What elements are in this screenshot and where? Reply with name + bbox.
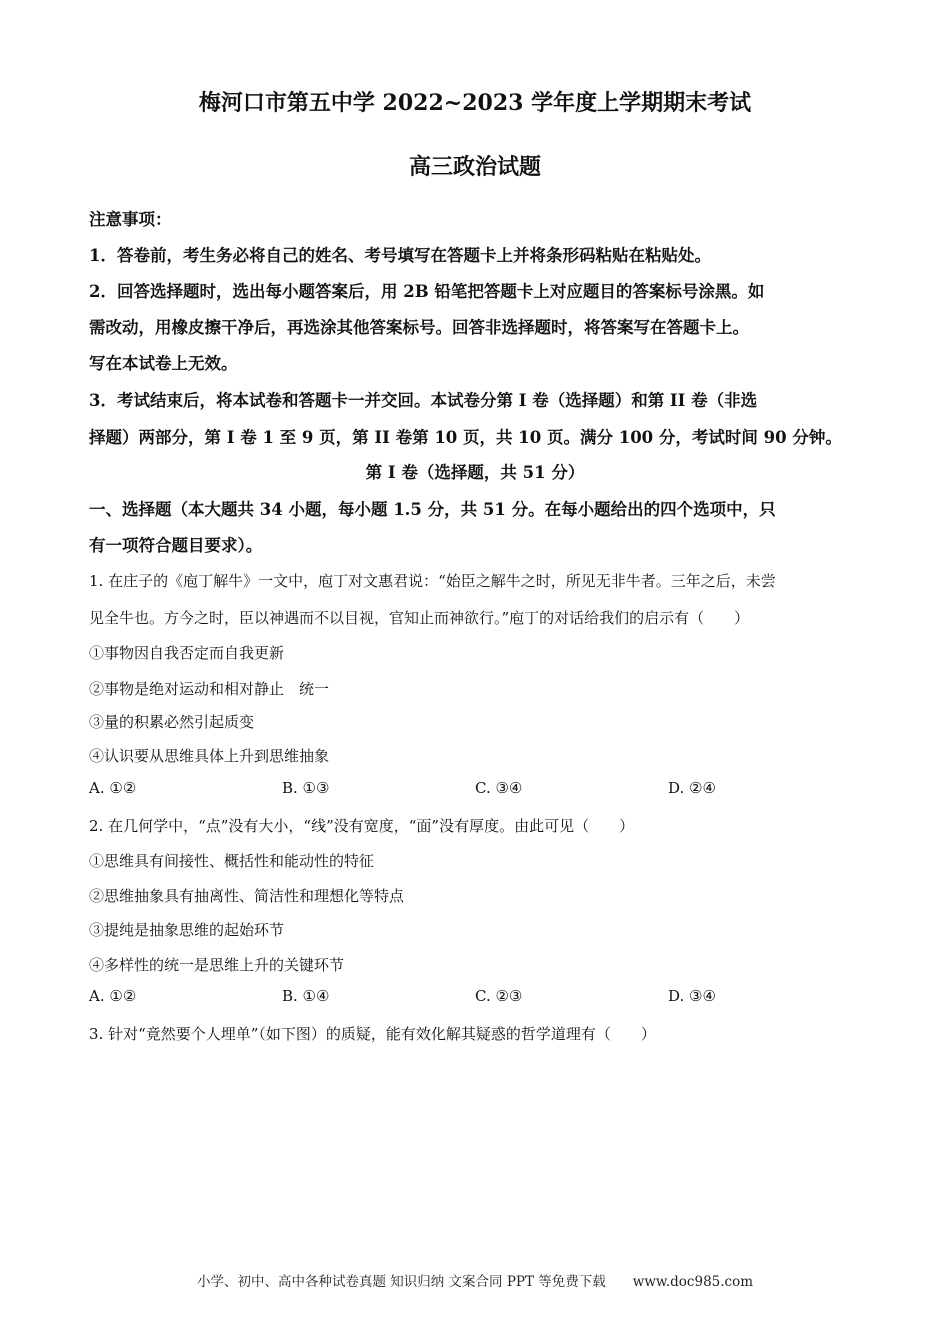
q1-stem-line-2: 见全牛也。方今之时，臣以神遇而不以目视，官知止而神欲行。”庖丁的对话给我们的启示有（ ） (89, 609, 750, 627)
q2-option-d: D. ③④ (668, 987, 716, 1005)
notice-heading: 注意事项： (89, 210, 172, 229)
q1-option-a: A. ①② (89, 779, 137, 797)
notice-item-3-line-1: 3．考试结束后，将本试卷和答题卡一并交回。本试卷分第 I 卷（选择题）和第 II 卷（非选 (89, 391, 758, 410)
q1-option-c: C. ③④ (475, 779, 523, 797)
notice-item-2-line-1: 2．回答选择题时，选出每小题答案后，用 2B 铅笔把答题卡上对应题目的答案标号涂黑。如 (89, 282, 765, 301)
section-heading-line-2: 有一项符合题目要求）。 (89, 536, 263, 555)
q2-option-c: C. ②③ (475, 987, 523, 1005)
q1-statement-1: ①事物因自我否定而自我更新 (89, 644, 285, 662)
q1-statement-4: ④认识要从思维具体上升到思维抽象 (89, 747, 330, 765)
q3-stem: 3. 针对“竟然要个人埋单”（如下图）的质疑，能有效化解其疑惑的哲学道理有（ ） (89, 1025, 656, 1043)
q2-option-a: A. ①② (89, 987, 137, 1005)
q2-option-b: B. ①④ (282, 987, 330, 1005)
exam-subtitle: 高三政治试题 (408, 154, 541, 180)
notice-item-1: 1．答卷前，考生务必将自己的姓名、考号填写在答题卡上并将条形码粘贴在粘贴处。 (89, 246, 711, 265)
notice-item-2-line-3: 写在本试卷上无效。 (89, 354, 238, 373)
part-title: 第 I 卷（选择题，共 51 分） (365, 463, 585, 482)
notice-item-3-line-2: 择题）两部分，第 I 卷 1 至 9 页，第 II 卷第 10 页，共 10 页。满分 100 分，考试时间 90 分钟。 (89, 428, 842, 447)
q2-stem: 2. 在几何学中，“点”没有大小，“线”没有宽度，“面”没有厚度。由此可见（ ） (89, 817, 635, 835)
q2-statement-2: ②思维抽象具有抽离性、简洁性和理想化等特点 (89, 887, 405, 905)
notice-item-2-line-2: 需改动，用橡皮擦干净后，再选涂其他答案标号。回答非选择题时，将答案写在答题卡上。 (89, 318, 749, 337)
exam-title: 梅河口市第五中学 2022~2023 学年度上学期期末考试 (198, 90, 752, 116)
q1-statement-3: ③量的积累必然引起质变 (89, 713, 255, 731)
q1-stem-line-1: 1. 在庄子的《庖丁解牛》一文中，庖丁对文惠君说：“始臣之解牛之时，所见无非牛者。三年之后，未尝 (89, 572, 776, 590)
q1-option-d: D. ②④ (668, 779, 716, 797)
q1-statement-2: ②事物是绝对运动和相对静止 统一 (89, 680, 330, 698)
q2-statement-3: ③提纯是抽象思维的起始环节 (89, 921, 285, 939)
section-heading-line-1: 一、选择题（本大题共 34 小题，每小题 1.5 分，共 51 分。在每小题给出的四个选项中，只 (89, 500, 776, 519)
page-footer: 小学、初中、高中各种试卷真题 知识归纳 文案合同 PPT 等免费下载 www.doc985.com (196, 1274, 754, 1290)
q2-statement-1: ①思维具有间接性、概括性和能动性的特征 (89, 852, 375, 870)
q2-statement-4: ④多样性的统一是思维上升的关键环节 (89, 956, 345, 974)
q1-option-b: B. ①③ (282, 779, 330, 797)
